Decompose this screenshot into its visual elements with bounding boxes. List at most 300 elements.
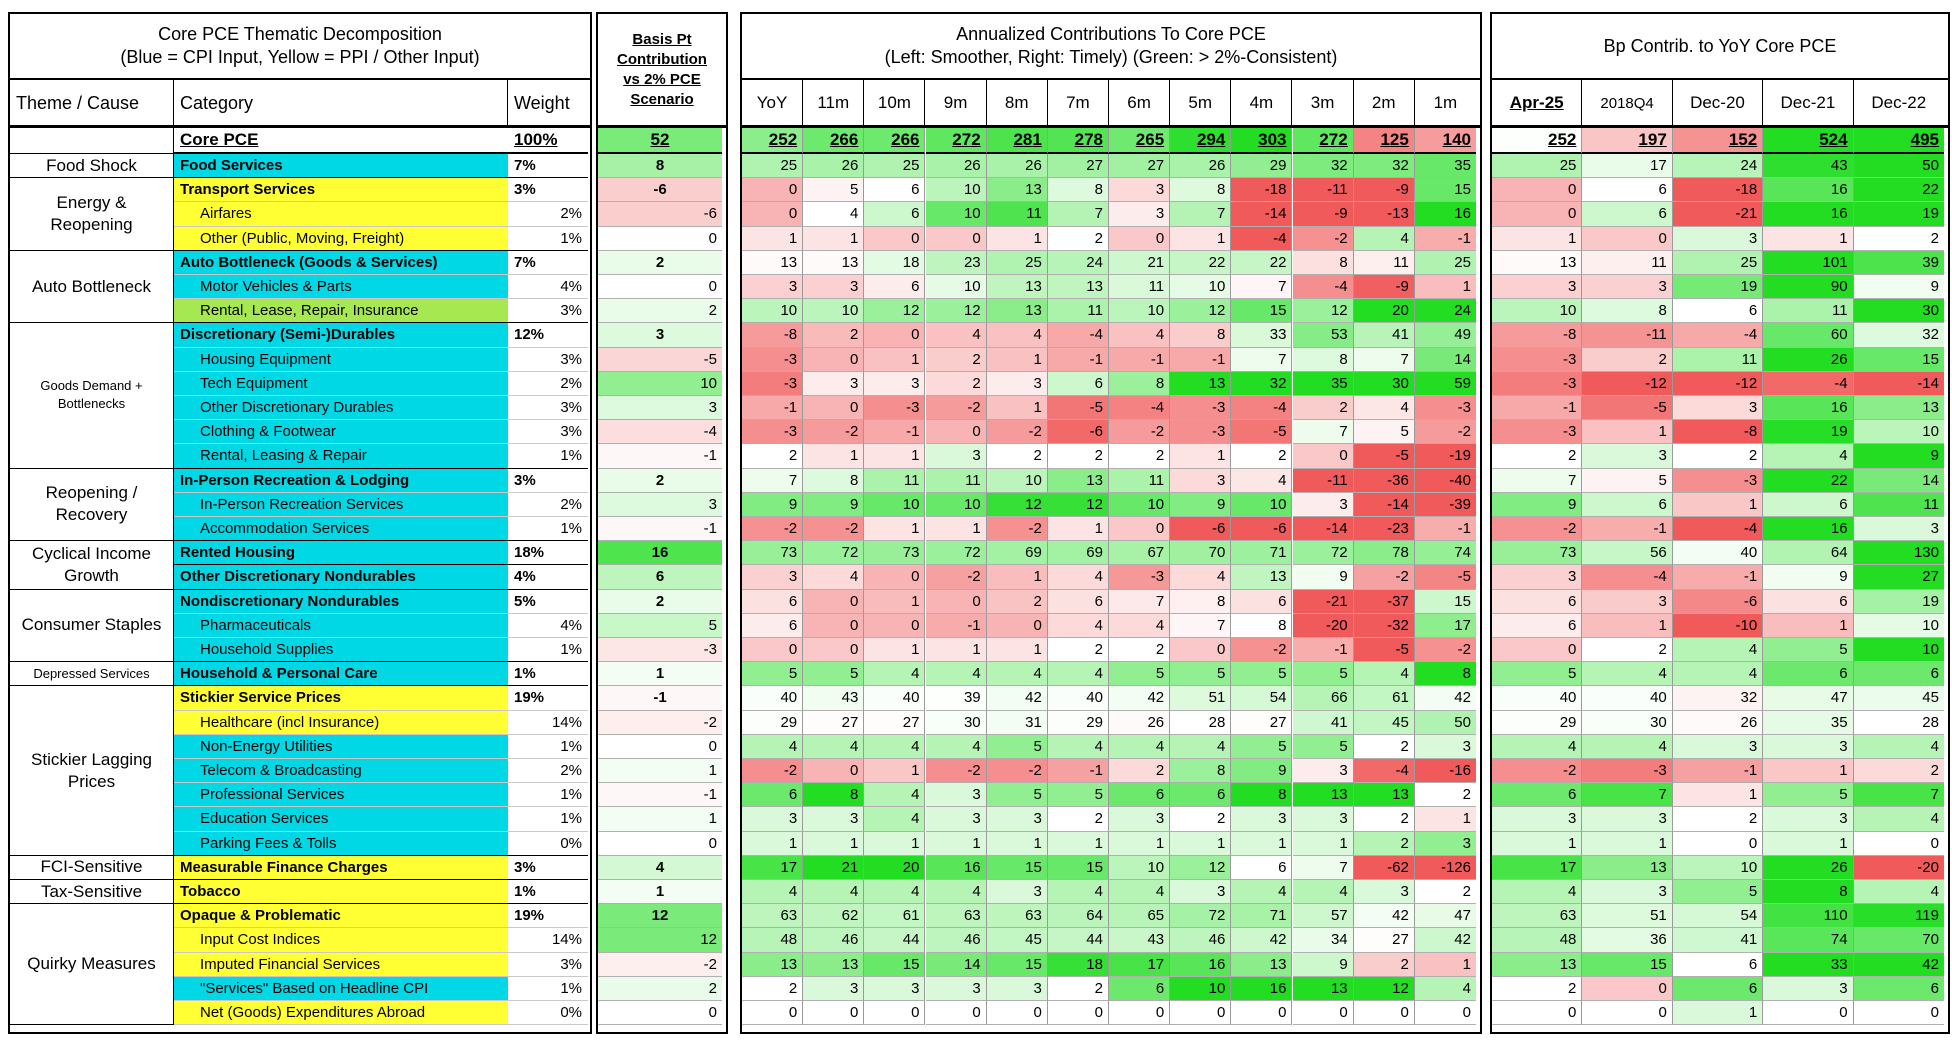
annualized-value-cell: 6	[742, 590, 803, 614]
bp-value-cell: 1	[598, 880, 722, 904]
annualized-value-cell: 2	[1109, 759, 1170, 783]
annualized-value-cell: -23	[1354, 517, 1415, 541]
yoy-value-cell: 5	[1492, 662, 1582, 686]
yoy-value-cell: 4	[1582, 735, 1672, 759]
weight-cell: 14%	[508, 711, 588, 735]
yoy-column-label: 2018Q4	[1582, 78, 1672, 128]
annualized-value-cell: 25	[1415, 251, 1476, 275]
annualized-value-cell: 1	[1170, 444, 1231, 468]
annualized-value-cell: 5	[1170, 662, 1231, 686]
yoy-value-cell: 2	[1673, 807, 1763, 831]
yoy-value-cell: 17	[1492, 856, 1582, 880]
yoy-value-cell: 11	[1854, 493, 1944, 517]
annualized-value-cell: 2	[742, 977, 803, 1001]
yoy-value-cell: 2	[1673, 444, 1763, 468]
annualized-value-cell: 5	[1231, 662, 1292, 686]
category-cell: Professional Services	[174, 783, 508, 807]
annualized-value-cell: 1	[1048, 517, 1109, 541]
annualized-column-label: 5m	[1170, 78, 1231, 128]
category-cell: Rental, Lease, Repair, Insurance	[174, 299, 508, 323]
annualized-value-cell: -40	[1415, 469, 1476, 493]
annualized-value-cell: -9	[1354, 178, 1415, 202]
annualized-value-cell: 44	[1048, 928, 1109, 952]
annualized-value-cell: 4	[1415, 977, 1476, 1001]
bp-value-cell: -1	[598, 517, 722, 541]
annualized-value-cell: 13	[1293, 783, 1354, 807]
yoy-value-cell: 19	[1854, 202, 1944, 226]
annualized-title	[742, 14, 1480, 80]
yoy-value-cell: -12	[1582, 372, 1672, 396]
annualized-value-cell: 7	[1231, 348, 1292, 372]
weight-cell: 1%	[508, 444, 588, 468]
yoy-value-cell: -3	[1492, 348, 1582, 372]
yoy-value-cell: 54	[1673, 904, 1763, 928]
weight-cell: 4%	[508, 565, 588, 589]
yoy-value-cell: -6	[1673, 590, 1763, 614]
annualized-value-cell: 3	[1415, 735, 1476, 759]
annualized-value-cell: 4	[987, 323, 1048, 347]
category-cell: Tobacco	[174, 880, 508, 904]
annualized-value-cell: 3	[864, 372, 925, 396]
yoy-value-cell: -1	[1673, 565, 1763, 589]
annualized-value-cell: 10	[1231, 493, 1292, 517]
annualized-value-cell: 17	[742, 856, 803, 880]
annualized-value-cell: 4	[1170, 735, 1231, 759]
yoy-value-cell: 19	[1763, 420, 1853, 444]
yoy-value-cell: 1	[1673, 493, 1763, 517]
annualized-value-cell: 4	[1109, 323, 1170, 347]
annualized-value-cell: 3	[926, 783, 987, 807]
yoy-value-cell: 0	[1492, 638, 1582, 662]
weight-cell: 1%	[508, 517, 588, 541]
annualized-value-cell: -3	[742, 420, 803, 444]
yoy-value-cell: 3	[1763, 807, 1853, 831]
annualized-value-cell: 4	[803, 565, 864, 589]
annualized-value-cell: 13	[987, 275, 1048, 299]
yoy-value-cell: 2	[1492, 977, 1582, 1001]
category-cell: In-Person Recreation & Lodging	[174, 469, 508, 493]
theme-cell: Quirky Measures	[10, 904, 174, 1025]
annualized-value-cell: 2	[1048, 638, 1109, 662]
annualized-value-cell: 4	[1354, 396, 1415, 420]
annualized-value-cell: 10	[926, 178, 987, 202]
bp-title-line-2: Contribution	[617, 50, 707, 68]
weight-header-label: Weight	[514, 92, 570, 113]
yoy-value-cell: -3	[1492, 372, 1582, 396]
annualized-value-cell: 8	[1170, 323, 1231, 347]
annualized-value-cell: 15	[1415, 178, 1476, 202]
annualized-value-cell: 1	[1415, 275, 1476, 299]
yoy-value-cell: 7	[1492, 469, 1582, 493]
annualized-value-cell: 78	[1354, 541, 1415, 565]
annualized-value-cell: -6	[1048, 420, 1109, 444]
annualized-value-cell: 7	[1293, 420, 1354, 444]
annualized-value-cell: 10	[926, 275, 987, 299]
annualized-value-cell: 63	[987, 904, 1048, 928]
annualized-value-cell: 8	[803, 469, 864, 493]
annualized-value-cell: 1	[864, 444, 925, 468]
yoy-value-cell: 524	[1763, 128, 1853, 154]
annualized-value-cell: 35	[1293, 372, 1354, 396]
category-column-header	[174, 78, 508, 128]
annualized-value-cell: 2	[742, 444, 803, 468]
annualized-value-cell: -3	[742, 372, 803, 396]
annualized-value-cell: 4	[1293, 880, 1354, 904]
category-cell: Core PCE	[174, 128, 508, 154]
annualized-value-cell: 140	[1415, 128, 1476, 154]
weight-cell: 2%	[508, 372, 588, 396]
annualized-value-cell: 10	[742, 299, 803, 323]
annualized-value-cell: 27	[1354, 928, 1415, 952]
category-cell: Motor Vehicles & Parts	[174, 275, 508, 299]
annualized-value-cell: -11	[1293, 469, 1354, 493]
annualized-value-cell: 42	[1415, 686, 1476, 710]
yoy-value-cell: 2	[1582, 348, 1672, 372]
annualized-value-cell: 4	[1109, 614, 1170, 638]
yoy-value-cell: 51	[1582, 904, 1672, 928]
annualized-value-cell: 4	[1354, 662, 1415, 686]
weight-cell: 3%	[508, 348, 588, 372]
annualized-value-cell: -3	[864, 396, 925, 420]
annualized-value-cell: 69	[1048, 541, 1109, 565]
weight-cell: 3%	[508, 420, 588, 444]
annualized-value-cell: 0	[1109, 227, 1170, 251]
annualized-value-cell: 4	[864, 735, 925, 759]
yoy-value-cell: 24	[1673, 154, 1763, 178]
yoy-value-cell: 25	[1492, 154, 1582, 178]
category-cell: Rental, Leasing & Repair	[174, 444, 508, 468]
annualized-value-cell: 7	[1293, 856, 1354, 880]
annualized-value-cell: 8	[1170, 590, 1231, 614]
weight-cell: 1%	[508, 227, 588, 251]
annualized-value-cell: 1	[987, 227, 1048, 251]
annualized-value-cell: 3	[1109, 807, 1170, 831]
annualized-value-cell: 59	[1415, 372, 1476, 396]
annualized-column-label: 9m	[926, 78, 987, 128]
annualized-value-cell: 3	[1293, 759, 1354, 783]
annualized-value-cell: -1	[1415, 517, 1476, 541]
annualized-value-cell: 26	[987, 154, 1048, 178]
annualized-value-cell: 42	[1354, 904, 1415, 928]
yoy-value-cell: 3	[1582, 807, 1672, 831]
yoy-value-cell: 119	[1854, 904, 1944, 928]
annualized-value-cell: 12	[1293, 299, 1354, 323]
annualized-value-cell: -4	[1293, 275, 1354, 299]
bp-value-cell: 2	[598, 590, 722, 614]
theme-cell: Auto Bottleneck	[10, 251, 174, 324]
annualized-value-cell: 5	[742, 662, 803, 686]
yoy-value-cell: 4	[1492, 735, 1582, 759]
annualized-value-cell: 3	[1170, 469, 1231, 493]
annualized-value-cell: 42	[1231, 928, 1292, 952]
annualized-value-cell: -14	[1293, 517, 1354, 541]
annualized-value-cell: 72	[1293, 541, 1354, 565]
annualized-value-cell: -16	[1415, 759, 1476, 783]
annualized-value-cell: 4	[1354, 227, 1415, 251]
bp-value-cell: 12	[598, 904, 722, 928]
weight-cell: 1%	[508, 638, 588, 662]
bp-value-cell: 2	[598, 251, 722, 275]
annualized-value-cell: 1	[1231, 832, 1292, 856]
annualized-column-label: 3m	[1293, 78, 1354, 128]
category-cell: "Services" Based on Headline CPI	[174, 977, 508, 1001]
annualized-value-cell: 1	[1293, 832, 1354, 856]
annualized-value-cell: 272	[926, 128, 987, 154]
yoy-value-cell: 3	[1763, 977, 1853, 1001]
annualized-value-cell: 12	[1170, 299, 1231, 323]
annualized-value-cell: 0	[1293, 1001, 1354, 1025]
yoy-value-cell: 1	[1763, 614, 1853, 638]
yoy-value-cell: 30	[1582, 711, 1672, 735]
annualized-value-cell: 9	[742, 493, 803, 517]
annualized-value-cell: -20	[1293, 614, 1354, 638]
bp-value-cell: -6	[598, 202, 722, 226]
yoy-value-cell: 30	[1854, 299, 1944, 323]
annualized-value-cell: -1	[1109, 348, 1170, 372]
annualized-value-cell: 71	[1231, 541, 1292, 565]
yoy-value-cell: 15	[1854, 348, 1944, 372]
yoy-value-cell: 40	[1492, 686, 1582, 710]
annualized-value-cell: -2	[742, 517, 803, 541]
annualized-value-cell: -32	[1354, 614, 1415, 638]
bp-value-cell: 0	[598, 735, 722, 759]
annualized-value-cell: -2	[926, 759, 987, 783]
bp-value-cell: 16	[598, 541, 722, 565]
annualized-value-cell: 29	[1048, 711, 1109, 735]
annualized-value-cell: 2	[1109, 444, 1170, 468]
annualized-value-cell: 7	[1048, 202, 1109, 226]
annualized-value-cell: -3	[1170, 396, 1231, 420]
annualized-value-cell: -3	[1170, 420, 1231, 444]
annualized-value-cell: 31	[987, 711, 1048, 735]
weight-cell: 3%	[508, 469, 588, 493]
annualized-value-cell: -4	[1048, 323, 1109, 347]
category-cell: Input Cost Indices	[174, 928, 508, 952]
annualized-value-cell: 40	[742, 686, 803, 710]
annualized-value-cell: 0	[864, 323, 925, 347]
annualized-value-cell: 4	[864, 807, 925, 831]
annualized-value-cell: -18	[1231, 178, 1292, 202]
annualized-value-cell: 13	[1170, 372, 1231, 396]
yoy-value-cell: 10	[1854, 614, 1944, 638]
annualized-value-cell: 63	[742, 904, 803, 928]
category-cell: Pharmaceuticals	[174, 614, 508, 638]
annualized-value-cell: -4	[1109, 396, 1170, 420]
annualized-value-cell: 0	[1415, 1001, 1476, 1025]
bp-contribution-panel	[596, 12, 728, 1034]
yoy-value-cell: -1	[1492, 396, 1582, 420]
annualized-value-cell: 14	[1415, 348, 1476, 372]
annualized-value-cell: 2	[1354, 735, 1415, 759]
annualized-value-cell: 1	[803, 444, 864, 468]
annualized-value-cell: 0	[926, 1001, 987, 1025]
yoy-value-cell: 10	[1854, 420, 1944, 444]
annualized-value-cell: 1	[803, 832, 864, 856]
yoy-value-cell: 6	[1492, 783, 1582, 807]
yoy-value-cell: 39	[1854, 251, 1944, 275]
annualized-value-cell: 8	[1415, 662, 1476, 686]
yoy-value-cell: 10	[1854, 638, 1944, 662]
annualized-value-cell: -1	[1048, 759, 1109, 783]
annualized-value-cell: -11	[1293, 178, 1354, 202]
yoy-value-cell: 32	[1673, 686, 1763, 710]
yoy-value-cell: 8	[1763, 880, 1853, 904]
yoy-value-cell: 5	[1582, 469, 1672, 493]
annualized-value-cell: -1	[1415, 227, 1476, 251]
theme-cell: Depressed Services	[10, 662, 174, 686]
annualized-value-cell: 46	[926, 928, 987, 952]
yoy-value-cell: 4	[1763, 444, 1853, 468]
annualized-value-cell: -6	[1170, 517, 1231, 541]
category-cell: Parking Fees & Tolls	[174, 832, 508, 856]
annualized-value-cell: 47	[1415, 904, 1476, 928]
yoy-value-cell: 14	[1854, 469, 1944, 493]
category-cell: Stickier Service Prices	[174, 686, 508, 710]
annualized-value-cell: 4	[803, 735, 864, 759]
yoy-value-cell: 22	[1763, 469, 1853, 493]
annualized-value-cell: 1	[864, 638, 925, 662]
bp-value-cell: 8	[598, 154, 722, 178]
annualized-value-cell: 4	[1109, 880, 1170, 904]
annualized-value-cell: 2	[1048, 227, 1109, 251]
yoy-value-cell: 110	[1763, 904, 1853, 928]
annualized-value-cell: 18	[1048, 953, 1109, 977]
annualized-value-cell: 7	[1170, 614, 1231, 638]
category-header-label: Category	[180, 92, 254, 113]
annualized-column-label: 4m	[1231, 78, 1292, 128]
yoy-value-cell: 101	[1763, 251, 1853, 275]
category-cell: Healthcare (incl Insurance)	[174, 711, 508, 735]
annualized-value-cell: 49	[1415, 323, 1476, 347]
annualized-value-cell: 10	[1170, 275, 1231, 299]
yoy-value-cell: 9	[1763, 565, 1853, 589]
decomposition-title	[10, 14, 590, 80]
annualized-value-cell: 303	[1231, 128, 1292, 154]
yoy-value-cell: 6	[1673, 977, 1763, 1001]
annualized-value-cell: 1	[1415, 953, 1476, 977]
yoy-value-cell: 4	[1854, 807, 1944, 831]
annualized-value-cell: 26	[926, 154, 987, 178]
category-cell: Rented Housing	[174, 541, 508, 565]
yoy-value-cell: -5	[1582, 396, 1672, 420]
annualized-value-cell: 2	[1354, 953, 1415, 977]
annualized-value-cell: 0	[742, 202, 803, 226]
annualized-value-cell: 40	[864, 686, 925, 710]
annualized-value-cell: 0	[1231, 1001, 1292, 1025]
annualized-value-cell: 10	[803, 299, 864, 323]
annualized-value-cell: -2	[987, 759, 1048, 783]
annualized-value-cell: 4	[1231, 880, 1292, 904]
annualized-value-cell: -62	[1354, 856, 1415, 880]
annualized-value-cell: 12	[1048, 493, 1109, 517]
annualized-value-cell: -37	[1354, 590, 1415, 614]
yoy-value-cell: 4	[1492, 880, 1582, 904]
annualized-value-cell: 2	[1231, 444, 1292, 468]
annualized-value-cell: 2	[1354, 807, 1415, 831]
yoy-value-cell: 9	[1854, 444, 1944, 468]
annualized-value-cell: 12	[1170, 856, 1231, 880]
bp-value-cell: -1	[598, 783, 722, 807]
annualized-value-cell: 10	[987, 469, 1048, 493]
annualized-value-cell: 9	[803, 493, 864, 517]
annualized-value-cell: 66	[1293, 686, 1354, 710]
annualized-value-cell: 4	[1170, 565, 1231, 589]
annualized-value-cell: 1	[803, 227, 864, 251]
category-cell: Clothing & Footwear	[174, 420, 508, 444]
annualized-value-cell: -4	[1231, 396, 1292, 420]
annualized-value-cell: 1	[987, 832, 1048, 856]
annualized-value-cell: 4	[926, 662, 987, 686]
annualized-value-cell: 6	[1109, 783, 1170, 807]
category-cell: Discretionary (Semi-)Durables	[174, 323, 508, 347]
yoy-value-cell: -4	[1673, 323, 1763, 347]
bp-value-cell: 52	[598, 128, 722, 154]
yoy-value-cell: 33	[1763, 953, 1853, 977]
annualized-value-cell: 45	[987, 928, 1048, 952]
annualized-value-cell: 11	[987, 202, 1048, 226]
annualized-value-cell: 0	[1293, 444, 1354, 468]
annualized-value-cell: -1	[926, 614, 987, 638]
category-cell: Imputed Financial Services	[174, 953, 508, 977]
yoy-value-cell: 4	[1673, 638, 1763, 662]
annualized-value-cell: 0	[742, 1001, 803, 1025]
annualized-column-label: 11m	[803, 78, 864, 128]
annualized-value-cell: 1	[1415, 807, 1476, 831]
yoy-value-cell: 6	[1492, 590, 1582, 614]
annualized-value-cell: 5	[1293, 662, 1354, 686]
yoy-value-cell: 1	[1492, 832, 1582, 856]
annualized-value-cell: 2	[926, 348, 987, 372]
annualized-value-cell: 1	[1170, 832, 1231, 856]
annualized-value-cell: 1	[987, 565, 1048, 589]
annualized-value-cell: -5	[1415, 565, 1476, 589]
annualized-value-cell: -2	[1354, 565, 1415, 589]
bp-value-cell: 2	[598, 977, 722, 1001]
yoy-value-cell: 6	[1673, 299, 1763, 323]
weight-cell: 0%	[508, 832, 588, 856]
yoy-value-cell: 0	[1582, 227, 1672, 251]
annualized-value-cell: 67	[1109, 541, 1170, 565]
annualized-value-cell: 71	[1231, 904, 1292, 928]
annualized-value-cell: 0	[864, 565, 925, 589]
yoy-value-cell: 22	[1854, 178, 1944, 202]
annualized-column-label: 2m	[1354, 78, 1415, 128]
weight-cell: 2%	[508, 759, 588, 783]
annualized-value-cell: 13	[1048, 275, 1109, 299]
weight-cell: 1%	[508, 807, 588, 831]
annualized-value-cell: 1	[1170, 227, 1231, 251]
yoy-value-cell: 6	[1763, 590, 1853, 614]
annualized-value-cell: 1	[926, 517, 987, 541]
annualized-value-cell: 4	[803, 202, 864, 226]
annualized-contributions-panel	[740, 12, 1482, 1034]
weight-cell: 2%	[508, 493, 588, 517]
annualized-value-cell: 69	[987, 541, 1048, 565]
annualized-value-cell: 0	[1048, 1001, 1109, 1025]
annualized-value-cell: 3	[803, 372, 864, 396]
yoy-value-cell: 27	[1854, 565, 1944, 589]
theme-cell: Food Shock	[10, 154, 174, 178]
annualized-value-cell: -21	[1293, 590, 1354, 614]
annualized-value-cell: 4	[926, 880, 987, 904]
annualized-value-cell: 3	[1354, 880, 1415, 904]
weight-cell: 3%	[508, 856, 588, 880]
annualized-value-cell: 4	[864, 783, 925, 807]
yoy-value-cell: 48	[1492, 928, 1582, 952]
weight-cell: 19%	[508, 686, 588, 710]
bp-value-cell: 2	[598, 299, 722, 323]
annualized-value-cell: 9	[1170, 493, 1231, 517]
